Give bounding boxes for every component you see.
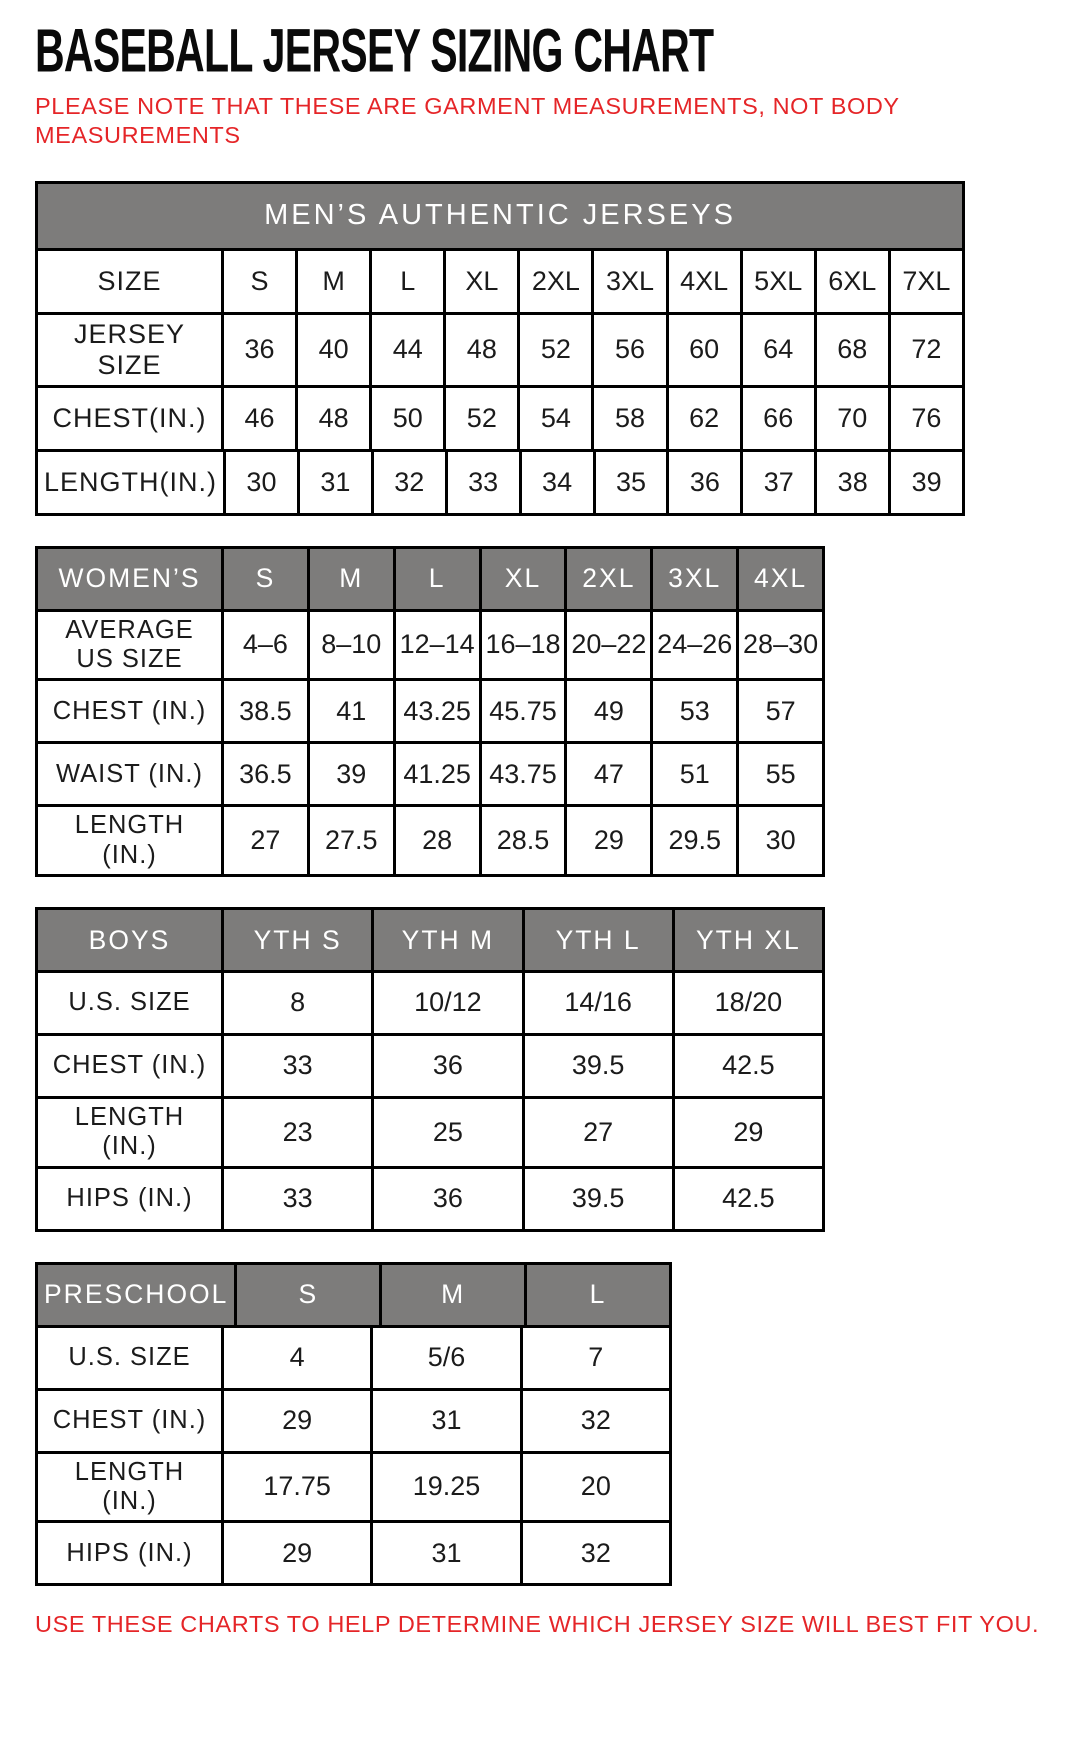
preschool-cell: 5/6 (370, 1328, 519, 1388)
mens-row (38, 312, 962, 385)
preschool-cell: 17.75 (221, 1454, 370, 1521)
womens-cell: 43.25 (393, 681, 479, 741)
mens-cell: 34 (519, 452, 593, 513)
boys-cell: 39.5 (522, 1036, 672, 1096)
boys-row-label: LENGTH (IN.) (74, 1102, 185, 1161)
boys-cell: 33 (221, 1036, 371, 1096)
womens-cell: 27 (221, 807, 307, 874)
boys-cell: 39.5 (522, 1169, 672, 1229)
womens-cell: 45.75 (479, 681, 565, 741)
womens-row (38, 609, 822, 679)
womens-cell: 28.5 (479, 807, 565, 874)
mens-row-label: JERSEY SIZE (73, 318, 186, 380)
womens-cell: 39 (307, 744, 393, 804)
womens-cell: 16–18 (479, 612, 565, 679)
preschool-row (38, 1325, 669, 1388)
mens-cell: 5XL (740, 251, 814, 312)
preschool-cell: M (379, 1265, 524, 1325)
boys-cell: 23 (221, 1099, 371, 1166)
fit-advice-note: USE THESE CHARTS TO HELP DETERMINE WHICH JERSEY SIZE WILL BEST FIT YOU. (35, 1611, 1040, 1638)
mens-cell: 33 (445, 452, 519, 513)
womens-cell: 36.5 (221, 744, 307, 804)
garment-measurements-note: PLEASE NOTE THAT THESE ARE GARMENT MEASUREMENTS, NOT BODY MEASUREMENTS (35, 92, 900, 149)
womens-cell: 43.75 (479, 744, 565, 804)
mens-cell: 60 (666, 315, 740, 385)
womens-cell: 3XL (650, 549, 736, 609)
womens-row-label: CHEST (IN.) (52, 696, 207, 725)
womens-cell: 47 (564, 744, 650, 804)
mens-cell: 31 (297, 452, 371, 513)
womens-cell: 41 (307, 681, 393, 741)
preschool-row-label: HIPS (IN.) (66, 1538, 193, 1567)
mens-cell: 32 (371, 452, 445, 513)
womens-cell: 29.5 (650, 807, 736, 874)
womens-cell: 8–10 (307, 612, 393, 679)
boys-cell: 42.5 (672, 1036, 822, 1096)
boys-header-row (38, 910, 822, 970)
womens-row (38, 678, 822, 741)
boys-cell: 42.5 (672, 1169, 822, 1229)
preschool-header-row (38, 1265, 669, 1325)
mens-cell: 6XL (814, 251, 888, 312)
boys-sizing-table (35, 907, 825, 1232)
womens-row-label: LENGTH (IN.) (74, 811, 185, 869)
womens-cell: 28 (393, 807, 479, 874)
mens-cell: 46 (221, 388, 295, 449)
womens-cell: 27.5 (307, 807, 393, 874)
womens-row (38, 741, 822, 804)
womens-cell: 29 (564, 807, 650, 874)
boys-cell: 33 (221, 1169, 371, 1229)
preschool-cell: 4 (221, 1328, 370, 1388)
sizing-chart-page (35, 16, 1077, 1640)
boys-row-label: HIPS (IN.) (66, 1183, 193, 1212)
womens-row-label: WOMEN’S (38, 549, 221, 609)
boys-cell: 36 (371, 1169, 521, 1229)
womens-header-row (38, 549, 822, 609)
womens-cell: 4–6 (221, 612, 307, 679)
mens-row (38, 248, 962, 312)
preschool-cell: 7 (520, 1328, 669, 1388)
preschool-cell: 31 (370, 1523, 519, 1583)
preschool-sizing-table (35, 1262, 672, 1587)
boys-row-label: U.S. SIZE (68, 988, 191, 1017)
womens-cell: 55 (736, 744, 822, 804)
mens-cell: 35 (593, 452, 667, 513)
mens-cell: 4XL (666, 251, 740, 312)
mens-cell: 40 (295, 315, 369, 385)
preschool-cell: 32 (520, 1523, 669, 1583)
preschool-cell: S (234, 1265, 379, 1325)
mens-row-label: CHEST(IN.) (52, 402, 207, 433)
mens-cell: XL (443, 251, 517, 312)
mens-row (38, 385, 962, 449)
mens-cell: S (221, 251, 295, 312)
womens-cell: 57 (736, 681, 822, 741)
preschool-cell: 19.25 (370, 1454, 519, 1521)
womens-cell: 28–30 (736, 612, 822, 679)
boys-row (38, 1033, 822, 1096)
mens-cell: 58 (591, 388, 665, 449)
womens-cell: 49 (564, 681, 650, 741)
preschool-cell: 29 (221, 1391, 370, 1451)
mens-cell: 66 (740, 388, 814, 449)
womens-cell: 53 (650, 681, 736, 741)
mens-cell: 38 (814, 452, 888, 513)
mens-cell: 56 (591, 315, 665, 385)
mens-authentic-jerseys-table (35, 181, 965, 516)
boys-row (38, 1096, 822, 1166)
boys-row (38, 970, 822, 1033)
womens-cell: 12–14 (393, 612, 479, 679)
mens-cell: 30 (223, 452, 297, 513)
mens-row-label: SIZE (97, 265, 162, 296)
mens-cell: L (369, 251, 443, 312)
womens-cell: 4XL (736, 549, 822, 609)
mens-cell: 68 (814, 315, 888, 385)
mens-cell: 70 (814, 388, 888, 449)
preschool-row (38, 1451, 669, 1521)
page-title (35, 16, 1077, 86)
mens-cell: 52 (517, 315, 591, 385)
mens-cell: 36 (221, 315, 295, 385)
mens-cell: 37 (740, 452, 814, 513)
mens-cell: 48 (443, 315, 517, 385)
page-title-text: BASEBALL JERSEY SIZING CHART (35, 16, 714, 86)
boys-cell: YTH XL (672, 910, 822, 970)
womens-row (38, 804, 822, 874)
boys-cell: 36 (371, 1036, 521, 1096)
womens-cell: L (393, 549, 479, 609)
mens-banner: MEN’S AUTHENTIC JERSEYS (38, 184, 962, 248)
womens-row-label: AVERAGE US SIZE (65, 615, 194, 673)
mens-cell: 3XL (591, 251, 665, 312)
boys-cell: 8 (221, 973, 371, 1033)
boys-cell: 25 (371, 1099, 521, 1166)
preschool-cell: 31 (370, 1391, 519, 1451)
womens-cell: S (221, 549, 307, 609)
womens-row-label: WAIST (IN.) (56, 759, 203, 788)
mens-cell: 48 (295, 388, 369, 449)
womens-cell: 20–22 (564, 612, 650, 679)
womens-sizing-table (35, 546, 825, 877)
womens-cell: 2XL (564, 549, 650, 609)
womens-cell: XL (479, 549, 565, 609)
boys-cell: YTH S (221, 910, 371, 970)
mens-row (38, 449, 962, 513)
mens-cell: 54 (517, 388, 591, 449)
mens-cell: 2XL (517, 251, 591, 312)
mens-cell: 52 (443, 388, 517, 449)
boys-row (38, 1166, 822, 1229)
mens-cell: 62 (666, 388, 740, 449)
mens-cell: 76 (888, 388, 962, 449)
boys-cell: YTH M (371, 910, 521, 970)
boys-cell: 10/12 (371, 973, 521, 1033)
boys-cell: YTH L (522, 910, 672, 970)
womens-cell: M (307, 549, 393, 609)
boys-row-label: CHEST (IN.) (52, 1051, 207, 1080)
womens-cell: 51 (650, 744, 736, 804)
mens-cell: 50 (369, 388, 443, 449)
mens-cell: 39 (888, 452, 962, 513)
womens-cell: 41.25 (393, 744, 479, 804)
boys-cell: 27 (522, 1099, 672, 1166)
preschool-cell: 20 (520, 1454, 669, 1521)
boys-cell: 18/20 (672, 973, 822, 1033)
mens-cell: 44 (369, 315, 443, 385)
womens-cell: 30 (736, 807, 822, 874)
boys-row-label: BOYS (38, 910, 221, 970)
preschool-row (38, 1388, 669, 1451)
boys-cell: 14/16 (522, 973, 672, 1033)
mens-cell: 72 (888, 315, 962, 385)
womens-cell: 24–26 (650, 612, 736, 679)
preschool-row-label: LENGTH (IN.) (74, 1457, 185, 1515)
mens-cell: M (295, 251, 369, 312)
preschool-cell: L (524, 1265, 669, 1325)
mens-cell: 36 (666, 452, 740, 513)
preschool-row-label: PRESCHOOL (38, 1265, 234, 1325)
boys-cell: 29 (672, 1099, 822, 1166)
womens-cell: 38.5 (221, 681, 307, 741)
mens-cell: 64 (740, 315, 814, 385)
mens-row-label: LENGTH(IN.) (44, 466, 217, 497)
preschool-cell: 32 (520, 1391, 669, 1451)
preschool-row (38, 1520, 669, 1583)
preschool-row-label: U.S. SIZE (68, 1342, 191, 1371)
mens-cell: 7XL (888, 251, 962, 312)
preschool-cell: 29 (221, 1523, 370, 1583)
preschool-row-label: CHEST (IN.) (52, 1405, 207, 1434)
